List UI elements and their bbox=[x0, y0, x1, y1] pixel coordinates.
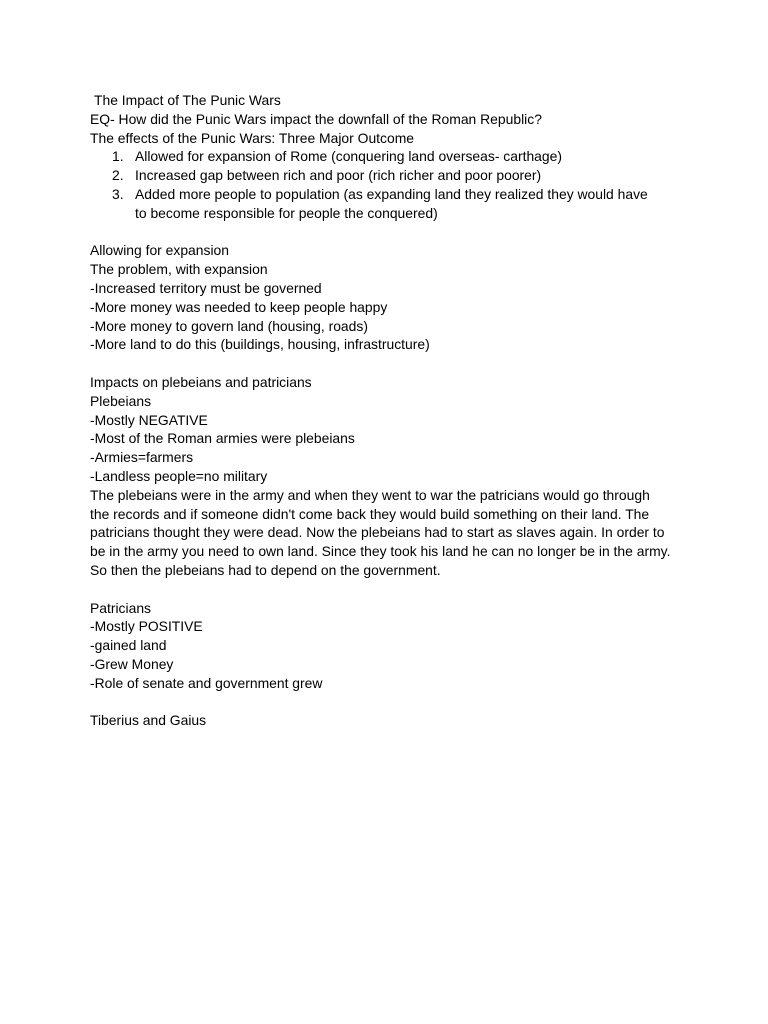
list-item bbox=[90, 166, 690, 185]
list-number: 3. bbox=[112, 185, 124, 202]
expansion-heading: Allowing for expansion bbox=[90, 242, 229, 259]
plebeians-point: -Most of the Roman armies were plebeians bbox=[90, 430, 355, 447]
patricians-point: -Grew Money bbox=[90, 655, 174, 672]
patricians-point: -Mostly POSITIVE bbox=[90, 618, 203, 635]
patricians-point: -Role of senate and government grew bbox=[90, 674, 323, 691]
spacer bbox=[90, 223, 690, 242]
document-title: The Impact of The Punic Wars bbox=[94, 92, 281, 108]
expansion-subheading: The problem, with expansion bbox=[90, 261, 268, 278]
list-item bbox=[90, 185, 690, 223]
outcomes-list bbox=[90, 147, 690, 222]
list-item-text: Allowed for expansion of Rome (conquering land overseas- carthage) bbox=[135, 148, 562, 165]
expansion-point: -Increased territory must be governed bbox=[90, 279, 322, 296]
spacer bbox=[90, 354, 690, 373]
plebeians-heading: Plebeians bbox=[90, 392, 152, 409]
spacer bbox=[90, 580, 690, 599]
effects-heading: The effects of the Punic Wars: Three Major Outcome bbox=[90, 129, 414, 146]
final-heading: Tiberius and Gaius bbox=[90, 712, 207, 729]
spacer bbox=[90, 693, 690, 712]
expansion-point: -More money was needed to keep people happy bbox=[90, 298, 388, 315]
plebeians-paragraph: The plebeians were in the army and when they went to war the patricians would go through the records and if someone didn't come back they would build something on their land. The patricians thought they were dead. Now the plebeians had to start as slaves again. In order to be in the army you need to own land. Since they took his land he can no longer be in the army. So then the plebeians had to depend on the government. bbox=[90, 486, 671, 578]
list-item-text: Added more people to population (as expanding land they realized they would have to become responsible for people the conquered) bbox=[135, 185, 648, 221]
expansion-point: -More land to do this (buildings, housing, infrastructure) bbox=[90, 336, 430, 353]
plebeians-point: -Mostly NEGATIVE bbox=[90, 411, 208, 428]
expansion-point: -More money to govern land (housing, roads) bbox=[90, 317, 368, 334]
list-number: 2. bbox=[112, 167, 124, 184]
list-item bbox=[90, 147, 690, 166]
impacts-heading: Impacts on plebeians and patricians bbox=[90, 373, 312, 390]
list-number: 1. bbox=[112, 148, 124, 165]
plebeians-point: -Landless people=no military bbox=[90, 467, 268, 484]
document-body bbox=[90, 91, 690, 730]
list-item-text: Increased gap between rich and poor (rich richer and poor poorer) bbox=[135, 167, 542, 184]
patricians-heading: Patricians bbox=[90, 599, 151, 616]
plebeians-point: -Armies=farmers bbox=[90, 449, 194, 466]
patricians-point: -gained land bbox=[90, 637, 167, 654]
essential-question: EQ- How did the Punic Wars impact the downfall of the Roman Republic? bbox=[90, 110, 542, 127]
